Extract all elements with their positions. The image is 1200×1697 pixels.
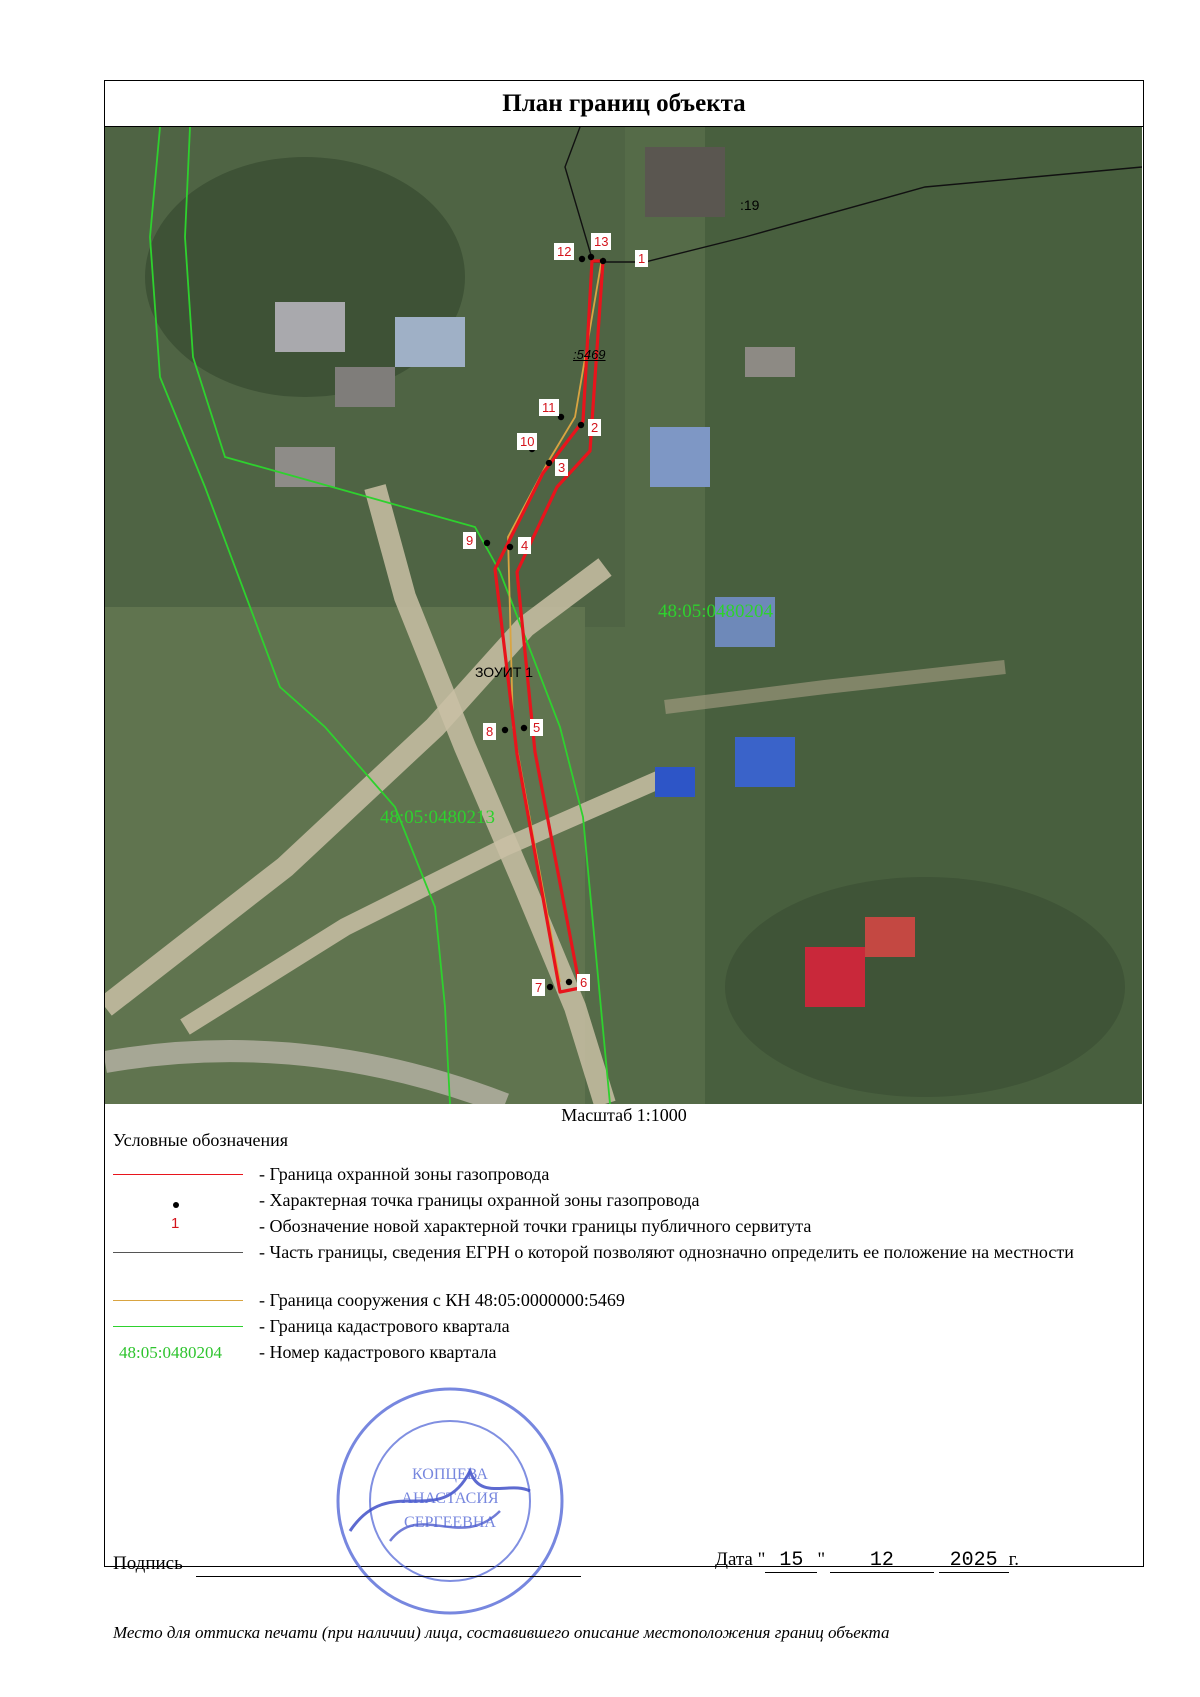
building xyxy=(395,317,465,367)
legend-text-structure: - Граница сооружения с КН 48:05:0000000:5469 xyxy=(259,1290,625,1310)
boundary-point-dot xyxy=(502,727,508,733)
map-canvas xyxy=(105,127,1142,1104)
legend-symbol-point xyxy=(113,1189,243,1209)
boundary-point-label: 9 xyxy=(463,532,476,549)
building xyxy=(735,737,795,787)
legend-text-point: - Характерная точка границы охранной зоны газопровода xyxy=(259,1190,700,1210)
legend-line-quarter xyxy=(113,1326,243,1327)
boundary-point-dot xyxy=(588,254,594,260)
parcel-label: :19 xyxy=(740,197,760,213)
seal-stamp xyxy=(330,1381,570,1621)
boundary-point-label: 7 xyxy=(532,979,545,996)
legend-text-quarter-number: - Номер кадастрового квартала xyxy=(259,1342,497,1362)
legend-line-structure xyxy=(113,1300,243,1301)
legend-symbol-new-point xyxy=(113,1215,243,1235)
boundary-point-dot xyxy=(546,460,552,466)
point-dot-icon xyxy=(173,1202,179,1208)
boundary-point-label: 2 xyxy=(588,419,601,436)
boundary-point-label: 1 xyxy=(635,250,648,267)
building xyxy=(335,367,395,407)
structure-label: :5469 xyxy=(573,347,606,362)
building xyxy=(745,347,795,377)
date-month[interactable]: 12 xyxy=(830,1549,934,1573)
boundary-point-dot xyxy=(578,422,584,428)
boundary-point-dot xyxy=(579,256,585,262)
building xyxy=(865,917,915,957)
legend-text-egrn: - Часть границы, сведения ЕГРН о которой позволяют однозначно определить ее положение на местности xyxy=(259,1242,1074,1262)
boundary-point-label: 5 xyxy=(530,719,543,736)
building xyxy=(275,447,335,487)
boundary-point-dot xyxy=(558,414,564,420)
legend-line-zone xyxy=(113,1174,243,1175)
date-label: Дата " xyxy=(715,1549,766,1570)
boundary-point-label: 4 xyxy=(518,537,531,554)
building xyxy=(275,302,345,352)
boundary-point-label: 10 xyxy=(517,433,537,450)
svg-text:АНАСТАСИЯ: АНАСТАСИЯ xyxy=(401,1490,499,1507)
boundary-point-label: 3 xyxy=(555,459,568,476)
boundary-point-label: 11 xyxy=(539,399,559,416)
legend-symbol-quarter-number xyxy=(113,1341,253,1361)
building xyxy=(805,947,865,1007)
boundary-point-dot xyxy=(521,725,527,731)
scale-text: Масштаб 1:1000 xyxy=(561,1105,687,1125)
quarter-label-east: 48:05:0480204 xyxy=(658,601,774,622)
date-year[interactable]: 2025 xyxy=(939,1549,1009,1573)
legend-text-zone: - Граница охранной зоны газопровода xyxy=(259,1164,550,1184)
legend-point-label: 1 xyxy=(171,1215,180,1232)
building xyxy=(645,147,725,217)
stamp-place-note: Место для оттиска печати (при наличии) лица, составившего описание местоположения границ объекта xyxy=(113,1623,890,1642)
legend-text-quarter: - Граница кадастрового квартала xyxy=(259,1316,510,1336)
signature-label: Подпись xyxy=(113,1553,183,1574)
boundary-point-label: 12 xyxy=(554,243,574,260)
boundary-point-label: 13 xyxy=(591,233,611,250)
signature-field[interactable] xyxy=(196,1576,581,1577)
boundary-point-label: 6 xyxy=(577,974,590,991)
vegetation-area xyxy=(725,877,1125,1097)
boundary-point-dot xyxy=(566,979,572,985)
svg-text:СЕРГЕЕВНА: СЕРГЕЕВНА xyxy=(404,1514,496,1531)
legend-line-egrn xyxy=(113,1252,243,1253)
building xyxy=(650,427,710,487)
boundary-point-label: 8 xyxy=(483,723,496,740)
building xyxy=(655,767,695,797)
zone-label: ЗОУИТ 1 xyxy=(475,664,534,680)
page-title: План границ объекта xyxy=(105,81,1143,127)
boundary-point-dot xyxy=(484,540,490,546)
date-year-suffix: г. xyxy=(1008,1549,1020,1570)
quarter-label-west: 48:05:0480213 xyxy=(380,807,496,828)
svg-text:КОПЦЕВА: КОПЦЕВА xyxy=(412,1466,488,1483)
boundary-point-dot xyxy=(507,544,513,550)
boundary-point-dot xyxy=(547,984,553,990)
document-frame xyxy=(104,80,1144,1642)
legend-title: Условные обозначения xyxy=(113,1130,289,1150)
legend-quarter-label: 48:05:0480204 xyxy=(119,1343,222,1362)
date-quote-close: " xyxy=(817,1549,826,1570)
date-block xyxy=(715,1549,1019,1573)
boundary-point-dot xyxy=(600,258,606,264)
legend-text-new-point: - Обозначение новой характерной точки границы публичного сервитута xyxy=(259,1216,812,1236)
map-view[interactable] xyxy=(105,127,1142,1104)
date-day[interactable]: 15 xyxy=(765,1549,817,1573)
